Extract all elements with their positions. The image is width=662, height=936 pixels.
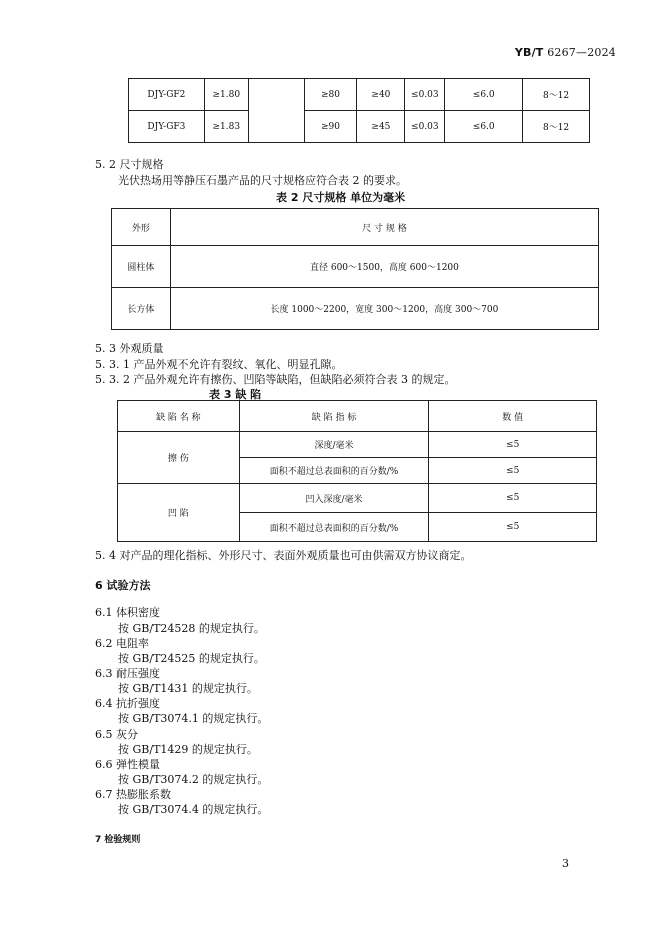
- table-cell: 长方体: [112, 288, 171, 330]
- section-5-3-2: 5. 3. 2 产品外观允许有擦伤、凹陷等缺陷，但缺陷必须符合表 3 的规定。: [95, 373, 456, 386]
- table-3-caption: 表 3 缺 陷: [209, 388, 262, 401]
- table-cell: ≤5: [429, 432, 597, 458]
- table-cell: ≥80: [304, 79, 357, 111]
- table-cell: ≤0.03: [405, 111, 445, 143]
- table-header-cell: 缺 陷 指 标: [239, 401, 429, 432]
- section-6-7-title: 6.7 热膨胀系数: [95, 788, 171, 801]
- table-cell: [248, 79, 304, 143]
- table-3-defects: [117, 400, 597, 542]
- section-5-2-text: 光伏热场用等静压石墨产品的尺寸规格应符合表 2 的要求。: [118, 174, 407, 187]
- table-cell: 长度 1000～2200，宽度 300～1200，高度 300～700: [170, 288, 598, 330]
- section-6-5-text: 按 GB/T1429 的规定执行。: [118, 743, 258, 756]
- table-row: [112, 288, 599, 330]
- table-row: [129, 111, 590, 143]
- section-6-3-title: 6.3 耐压强度: [95, 667, 160, 680]
- table-1-continuation: [128, 78, 590, 143]
- page-number: 3: [562, 857, 569, 870]
- table-row: [129, 79, 590, 111]
- section-6-2-title: 6.2 电阻率: [95, 637, 149, 650]
- table-cell: 8～12: [523, 111, 590, 143]
- table-row: [112, 209, 599, 246]
- section-7-heading: 7 检验规则: [95, 835, 141, 845]
- table-2-caption: 表 2 尺寸规格 单位为毫米: [276, 191, 406, 204]
- table-cell: 圆柱体: [112, 246, 171, 288]
- table-cell: ≤5: [429, 458, 597, 484]
- section-5-3-heading: 5. 3 外观质量: [95, 342, 164, 355]
- table-cell: 深度/毫米: [239, 432, 429, 458]
- section-6-5-title: 6.5 灰分: [95, 728, 138, 741]
- table-cell: ≤6.0: [445, 111, 523, 143]
- table-cell: ≥1.80: [204, 79, 248, 111]
- section-6-4-title: 6.4 抗折强度: [95, 697, 160, 710]
- section-6-6-title: 6.6 弹性模量: [95, 758, 160, 771]
- table-row: [112, 246, 599, 288]
- section-6-2-text: 按 GB/T24525 的规定执行。: [118, 652, 265, 665]
- table-cell: ≥90: [304, 111, 357, 143]
- table-cell: 擦 伤: [118, 432, 240, 484]
- page-header: [515, 46, 616, 59]
- table-cell: 面积不超过总表面积的百分数/%: [239, 513, 429, 542]
- table-cell: DJY-GF2: [129, 79, 205, 111]
- table-cell: 直径 600～1500，高度 600～1200: [170, 246, 598, 288]
- section-6-1-title: 6.1 体积密度: [95, 606, 160, 619]
- table-2-dimensions: [111, 208, 599, 330]
- section-6-7-text: 按 GB/T3074.4 的规定执行。: [118, 803, 269, 816]
- table-header-cell: 外形: [112, 209, 171, 246]
- table-cell: ≤0.03: [405, 79, 445, 111]
- table-cell: 凹 陷: [118, 484, 240, 542]
- section-5-3-1: 5. 3. 1 产品外观不允许有裂纹、氧化、明显孔隙。: [95, 358, 343, 371]
- table-cell: ≥40: [357, 79, 405, 111]
- section-6-heading: 6 试验方法: [95, 579, 151, 592]
- table-row: [118, 484, 597, 513]
- table-header-cell: 缺 陷 名 称: [118, 401, 240, 432]
- table-header-cell: 数 值: [429, 401, 597, 432]
- table-cell: 面积不超过总表面积的百分数/%: [239, 458, 429, 484]
- section-5-2-heading: 5. 2 尺寸规格: [95, 158, 164, 171]
- section-6-3-text: 按 GB/T1431 的规定执行。: [118, 682, 258, 695]
- std-number: 6267—2024: [547, 46, 616, 59]
- table-cell: ≤6.0: [445, 79, 523, 111]
- table-cell: ≥45: [357, 111, 405, 143]
- section-6-4-text: 按 GB/T3074.1 的规定执行。: [118, 712, 269, 725]
- std-code: YB/T: [514, 46, 544, 59]
- section-6-1-text: 按 GB/T24528 的规定执行。: [118, 622, 265, 635]
- table-row: [118, 401, 597, 432]
- table-cell: 8～12: [523, 79, 590, 111]
- table-row: [118, 432, 597, 458]
- table-cell: DJY-GF3: [129, 111, 205, 143]
- table-cell: ≤5: [429, 484, 597, 513]
- table-header-cell: 尺 寸 规 格: [170, 209, 598, 246]
- section-6-6-text: 按 GB/T3074.2 的规定执行。: [118, 773, 269, 786]
- table-cell: 凹入深度/毫米: [239, 484, 429, 513]
- section-5-4: 5. 4 对产品的理化指标、外形尺寸、表面外观质量也可由供需双方协议商定。: [95, 549, 472, 562]
- table-cell: ≥1.83: [204, 111, 248, 143]
- table-cell: ≤5: [429, 513, 597, 542]
